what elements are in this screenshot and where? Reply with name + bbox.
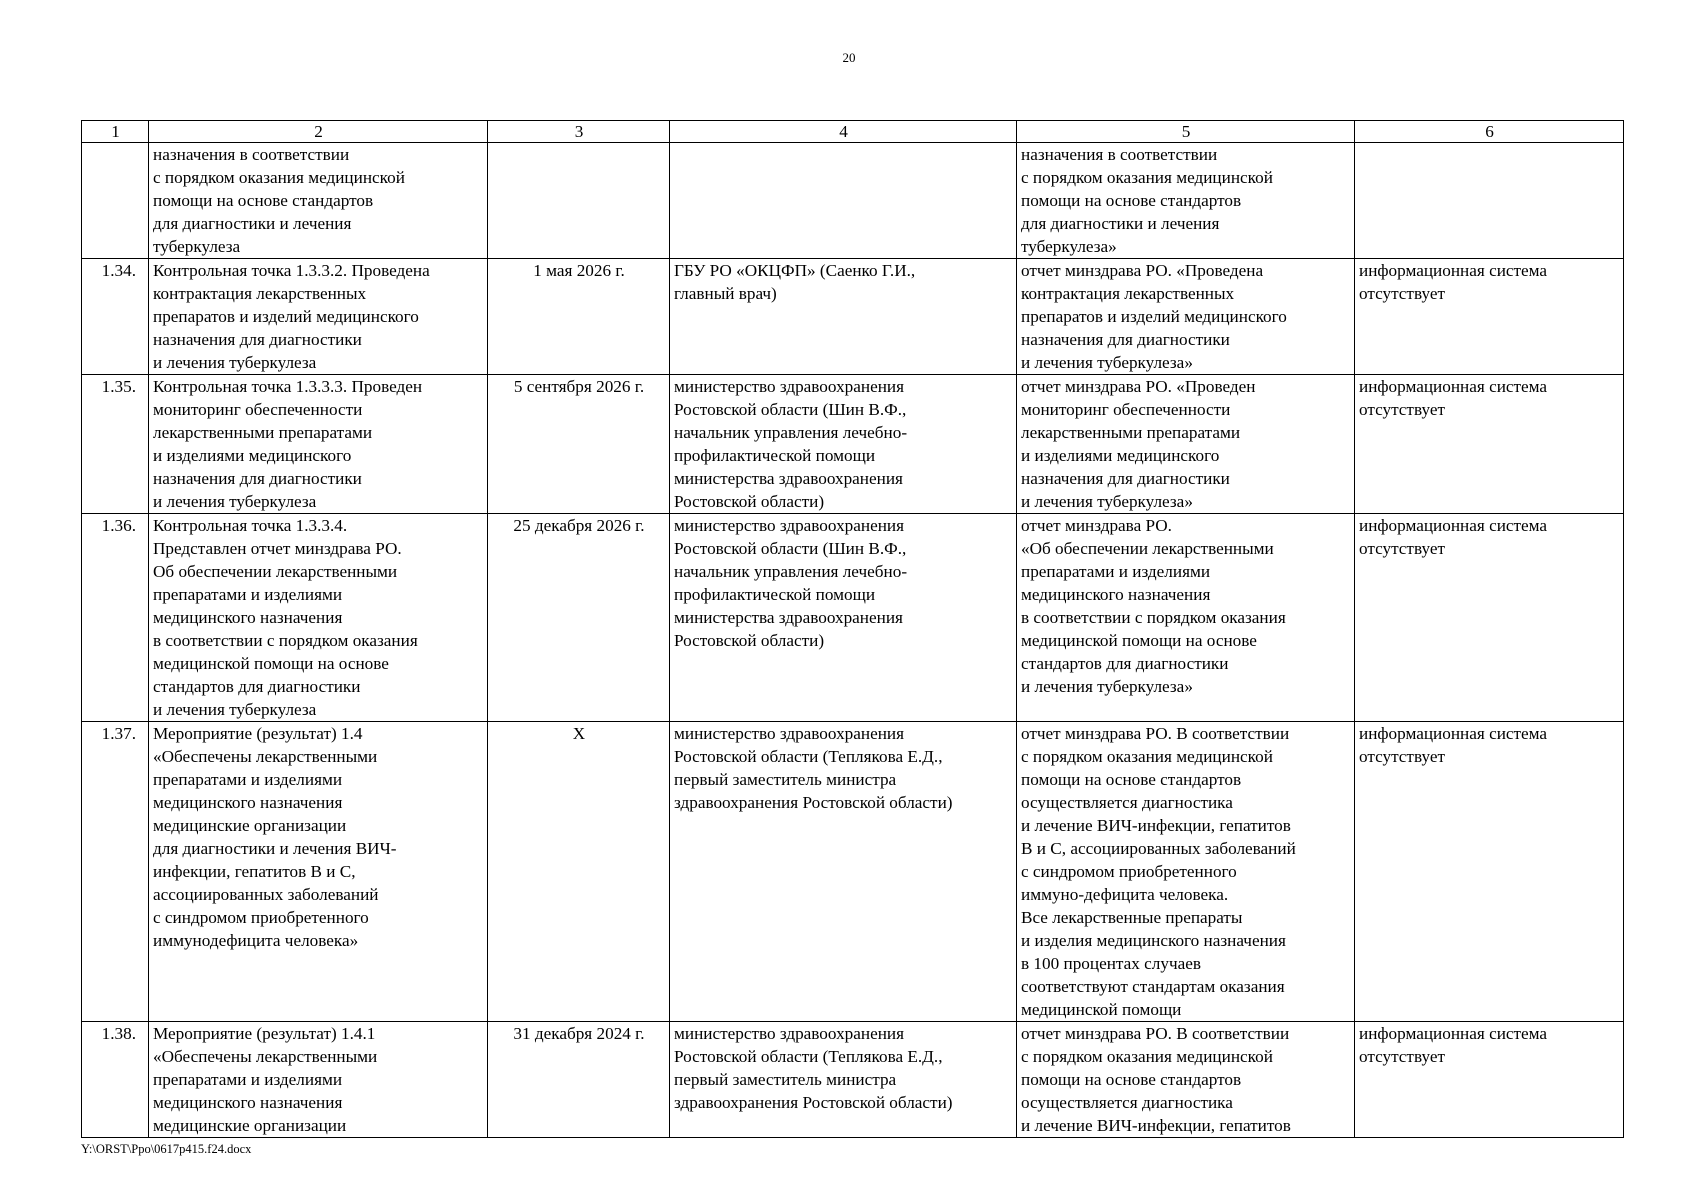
row-system: информационная система отсутствует bbox=[1355, 722, 1624, 1022]
row-system: информационная система отсутствует bbox=[1355, 1022, 1624, 1138]
plan-table bbox=[81, 120, 1624, 1138]
page-number: 20 bbox=[842, 50, 856, 65]
footer-file-path: Y:\ORST\Ppo\0617p415.f24.docx bbox=[81, 1142, 252, 1156]
column-header: 1 bbox=[82, 121, 149, 143]
row-name: Мероприятие (результат) 1.4 «Обеспечены лекарственными препаратами и изделиями медицинского назначения медицинские организации для диагностики и лечения ВИЧ- инфекции, гепатитов В и С, ассоциированных заболеваний с синдромом приобретенного иммунодефицита человека» bbox=[149, 722, 488, 1022]
table-row bbox=[82, 514, 1624, 722]
row-system: информационная система отсутствует bbox=[1355, 259, 1624, 375]
table-row bbox=[82, 1022, 1624, 1138]
row-responsible: ГБУ РО «ОКЦФП» (Саенко Г.И., главный врач) bbox=[670, 259, 1017, 375]
row-number: 1.36. bbox=[82, 514, 149, 722]
row-name: Контрольная точка 1.3.3.4. Представлен отчет минздрава РО. Об обеспечении лекарственными препаратами и изделиями медицинского назначения в соответствии с порядком оказания медицинской помощи на основе стандартов для диагностики и лечения туберкулеза bbox=[149, 514, 488, 722]
row-responsible bbox=[670, 143, 1017, 259]
row-result: назначения в соответствии с порядком оказания медицинской помощи на основе стандартов для диагностики и лечения туберкулеза» bbox=[1017, 143, 1355, 259]
row-name: Мероприятие (результат) 1.4.1 «Обеспечены лекарственными препаратами и изделиями медицинского назначения медицинские организации bbox=[149, 1022, 488, 1138]
row-date: Х bbox=[488, 722, 670, 1022]
column-header: 5 bbox=[1017, 121, 1355, 143]
row-system bbox=[1355, 143, 1624, 259]
row-name: назначения в соответствии с порядком оказания медицинской помощи на основе стандартов для диагностики и лечения туберкулеза bbox=[149, 143, 488, 259]
row-date: 1 мая 2026 г. bbox=[488, 259, 670, 375]
row-name: Контрольная точка 1.3.3.3. Проведен мониторинг обеспеченности лекарственными препаратами и изделиями медицинского назначения для диагностики и лечения туберкулеза bbox=[149, 375, 488, 514]
row-responsible: министерство здравоохранения Ростовской области (Теплякова Е.Д., первый заместитель министра здравоохранения Ростовской области) bbox=[670, 722, 1017, 1022]
row-number bbox=[82, 143, 149, 259]
row-date: 31 декабря 2024 г. bbox=[488, 1022, 670, 1138]
row-result: отчет минздрава РО. «Проведен мониторинг обеспеченности лекарственными препаратами и изделиями медицинского назначения для диагностики и лечения туберкулеза» bbox=[1017, 375, 1355, 514]
row-system: информационная система отсутствует bbox=[1355, 514, 1624, 722]
row-responsible: министерство здравоохранения Ростовской области (Теплякова Е.Д., первый заместитель министра здравоохранения Ростовской области) bbox=[670, 1022, 1017, 1138]
row-number: 1.34. bbox=[82, 259, 149, 375]
column-header: 2 bbox=[149, 121, 488, 143]
row-number: 1.37. bbox=[82, 722, 149, 1022]
row-date bbox=[488, 143, 670, 259]
row-system: информационная система отсутствует bbox=[1355, 375, 1624, 514]
row-date: 5 сентября 2026 г. bbox=[488, 375, 670, 514]
column-header: 4 bbox=[670, 121, 1017, 143]
row-result: отчет минздрава РО. В соответствии с порядком оказания медицинской помощи на основе стандартов осуществляется диагностика и лечение ВИЧ-инфекции, гепатитов bbox=[1017, 1022, 1355, 1138]
column-header: 3 bbox=[488, 121, 670, 143]
row-result: отчет минздрава РО. «Об обеспечении лекарственными препаратами и изделиями медицинского назначения в соответствии с порядком оказания медицинской помощи на основе стандартов для диагностики и лечения туберкулеза» bbox=[1017, 514, 1355, 722]
row-result: отчет минздрава РО. «Проведена контрактация лекарственных препаратов и изделий медицинского назначения для диагностики и лечения туберкулеза» bbox=[1017, 259, 1355, 375]
table-row bbox=[82, 259, 1624, 375]
row-number: 1.38. bbox=[82, 1022, 149, 1138]
row-date: 25 декабря 2026 г. bbox=[488, 514, 670, 722]
column-header: 6 bbox=[1355, 121, 1624, 143]
row-name: Контрольная точка 1.3.3.2. Проведена контрактация лекарственных препаратов и изделий медицинского назначения для диагностики и лечения туберкулеза bbox=[149, 259, 488, 375]
table-header-row bbox=[82, 121, 1624, 143]
table-row bbox=[82, 375, 1624, 514]
row-responsible: министерство здравоохранения Ростовской области (Шин В.Ф., начальник управления лечебно- профилактической помощи министерства здравоохранения Ростовской области) bbox=[670, 514, 1017, 722]
row-result: отчет минздрава РО. В соответствии с порядком оказания медицинской помощи на основе стандартов осуществляется диагностика и лечение ВИЧ-инфекции, гепатитов В и С, ассоциированных заболеваний с синдромом приобретенного иммуно-дефицита человека. Все лекарственные препараты и изделия медицинского назначения в 100 процентах случаев соответствуют стандартам оказания медицинской помощи bbox=[1017, 722, 1355, 1022]
table-row bbox=[82, 143, 1624, 259]
row-responsible: министерство здравоохранения Ростовской области (Шин В.Ф., начальник управления лечебно- профилактической помощи министерства здравоохранения Ростовской области) bbox=[670, 375, 1017, 514]
row-number: 1.35. bbox=[82, 375, 149, 514]
table-row bbox=[82, 722, 1624, 1022]
